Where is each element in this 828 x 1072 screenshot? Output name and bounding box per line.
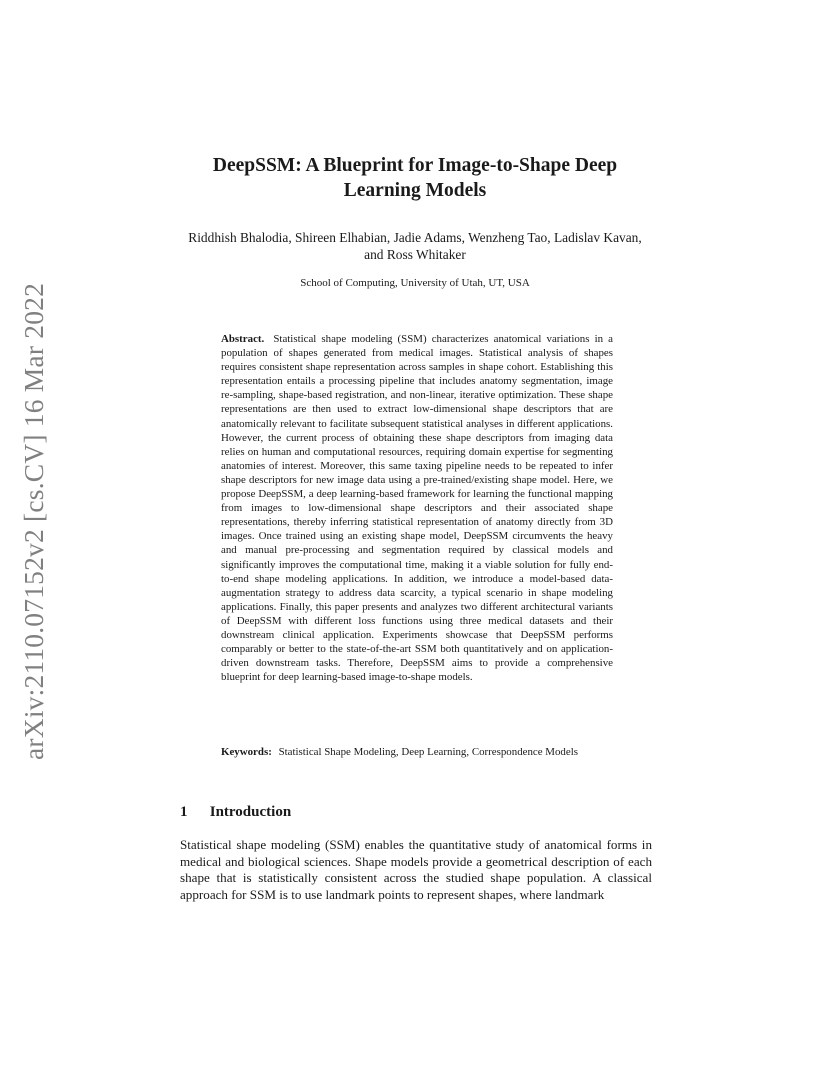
section-number: 1 — [180, 804, 188, 820]
section-heading — [180, 802, 291, 822]
abstract — [221, 332, 613, 684]
abstract-label: Abstract. — [221, 333, 265, 345]
affiliation: School of Computing, University of Utah, UT, USA — [300, 277, 530, 289]
author-list: Riddhish Bhalodia, Shireen Elhabian, Jadie Adams, Wenzheng Tao, Ladislav Kavan, and Ross Whitaker — [188, 230, 642, 262]
section-title: Introduction — [209, 804, 292, 820]
arxiv-identifier[interactable]: arXiv:2110.07152v2 [cs.CV] 16 Mar 2022 — [18, 282, 49, 760]
keywords — [221, 745, 613, 759]
paper-title: DeepSSM: A Blueprint for Image-to-Shape Deep Learning Models — [212, 155, 618, 201]
keywords-text: Statistical Shape Modeling, Deep Learning, Correspondence Models — [278, 746, 578, 758]
abstract-text: Statistical shape modeling (SSM) characterizes anatomical variations in a population of shapes generated from medical images. Statistical analysis of shapes requires consistent shape representation across samples in shape cohort. Establishing this representation entails a processing pipeline that includes anatomy segmentation, image re-sampling, shape-based registration, and non-linear, iterative optimization. These shape representations are then used to extract low-dimensional shape descriptors that are anatomically relevant to facilitate subsequent statistical analyses in different applications. However, the current process of obtaining these shape descriptors from imaging data relies on human and computational resources, requiring domain expertise for segmenting anatomies of interest. Moreover, this same taxing pipeline needs to be repeated to infer shape descriptors for new image data using a pre-trained/existing shape model. Here, we propose DeepSSM, a deep learning-based framework for learning the functional mapping from images to low-dimensional shape descriptors and their associated shape representations, thereby inferring statistical representation of anatomy directly from 3D images. Once trained using an existing shape model, DeepSSM circumvents the heavy and manual pre-processing and segmentation required by classical models and significantly improves the computational time, making it a viable solution for fully end-to-end shape modeling applications. In addition, we introduce a model-based data-augmentation strategy to address data scarcity, a typical scenario in shape modeling applications. Finally, this paper presents and analyzes two different architectural variants of DeepSSM with different loss functions using three medical datasets and their downstream clinical application. Experiments showcase that DeepSSM performs comparably or better to the state-of-the-art SSM both quantitatively and on application-driven downstream tasks. Therefore, DeepSSM aims to provide a comprehensive blueprint for deep learning-based image-to-shape models. — [221, 333, 613, 684]
keywords-label: Keywords: — [221, 746, 272, 758]
introduction-paragraph: Statistical shape modeling (SSM) enables the quantitative study of anatomical forms in medical and biological sciences. Shape models provide a geometrical description of each shape that is statistically consistent across the studied shape population. A classical approach for SSM is to use landmark points to represent shapes, where landmark — [180, 837, 652, 902]
